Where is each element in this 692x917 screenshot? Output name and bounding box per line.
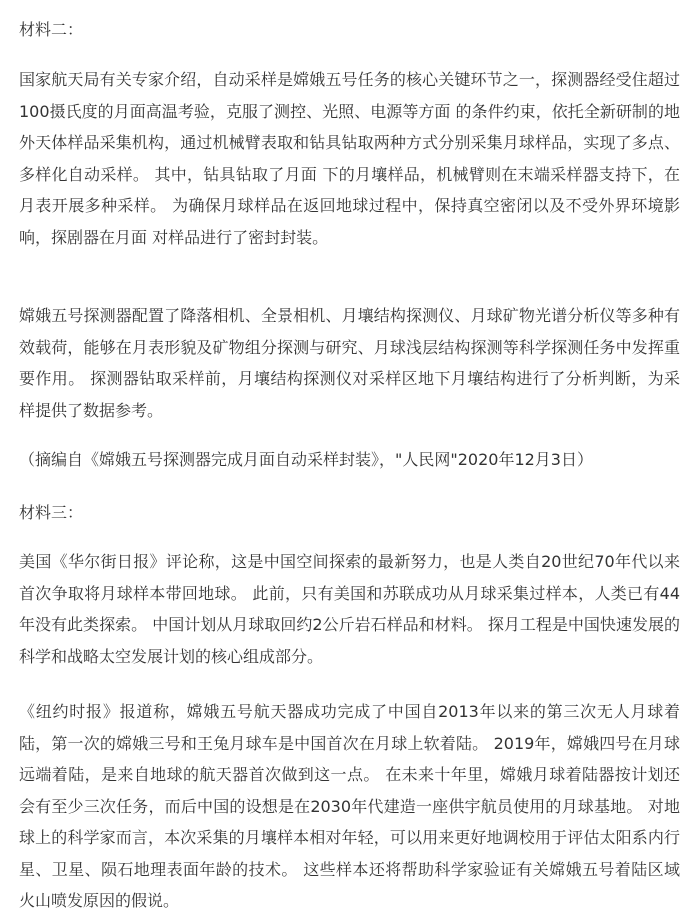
material-3-paragraph-2: 《纽约时报》报道称，嫦娥五号航天器成功完成了中国自2013年以来的第三次无人月球着陆，第一次的嫦娥三号和王兔月球车是中国首次在月球上软着陆。 2019年，嫦娥四号在月球远端着陆，是来自地球的航天器首次做到这一点。 在未来十年里，嫦娥月球着陆器按计划还会有至少三次任务，而后中国的设想是在2030年代建造一座供宇航员使用的月球基地。 对地球上的科学家而言，本次采集的月壤样本相对年轻，可以用来更好地调校用于评估太阳系内行星、卫星、陨石地理表面年龄的技术。 这些样本还将帮助科学家验证有关嫦娥五号着陆区域火山喷发原因的假说。 xyxy=(19,702,680,910)
section-heading-material-2: 材料二： xyxy=(19,20,84,39)
material-2-paragraph-1: 国家航天局有关专家介绍，自动采样是嫦娥五号任务的核心关键环节之一，探测器经受住超过100摄氏度的月面高温考验，克服了测控、光照、电源等方面 的条件约束，依托全新研制的地外天体样品采集机构，通过机械臂表取和钻具钻取两种方式分别采集月球样品，实现了多点、多样化自动采样。 其中，钻具钻取了月面 下的月壤样品，机械臂则在末端采样器支持下，在月表开展多种采样。 为确保月球样品在返回地球过程中，保持真空密闭以及不受外界环境影响，探剧器在月面 对样品进行了密封封装。 xyxy=(19,70,680,247)
section-heading-material-3: 材料三： xyxy=(19,503,84,522)
material-3-paragraph-1: 美国《华尔街日报》评论称，这是中国空间探索的最新努力，也是人类自20世纪70年代以来首次争取将月球样本带回地球。 此前，只有美国和苏联成功从月球采集过样本，人类已有44年没有此类探索。 中国计划从月球取回约2公斤岩石样品和材料。 探月工程是中国快速发展的科学和战略太空发展计划的核心组成部分。 xyxy=(19,552,680,666)
material-2-paragraph-2: 嫦娥五号探测器配置了降落相机、全景相机、月壤结构探测仪、月球矿物光谱分析仪等多种有效载荷，能够在月表形貌及矿物组分探测与研究、月球浅层结构探测等科学探测任务中发挥重要作用。 探测器钻取采样前，月壤结构探测仪对采样区地下月壤结构进行了分析判断，为采样提供了数据参考。 xyxy=(19,306,680,420)
material-2-source-citation: （摘编自《嫦娥五号探测器完成月面自动采样封装》，"人民网"2020年12月3日） xyxy=(19,450,593,469)
